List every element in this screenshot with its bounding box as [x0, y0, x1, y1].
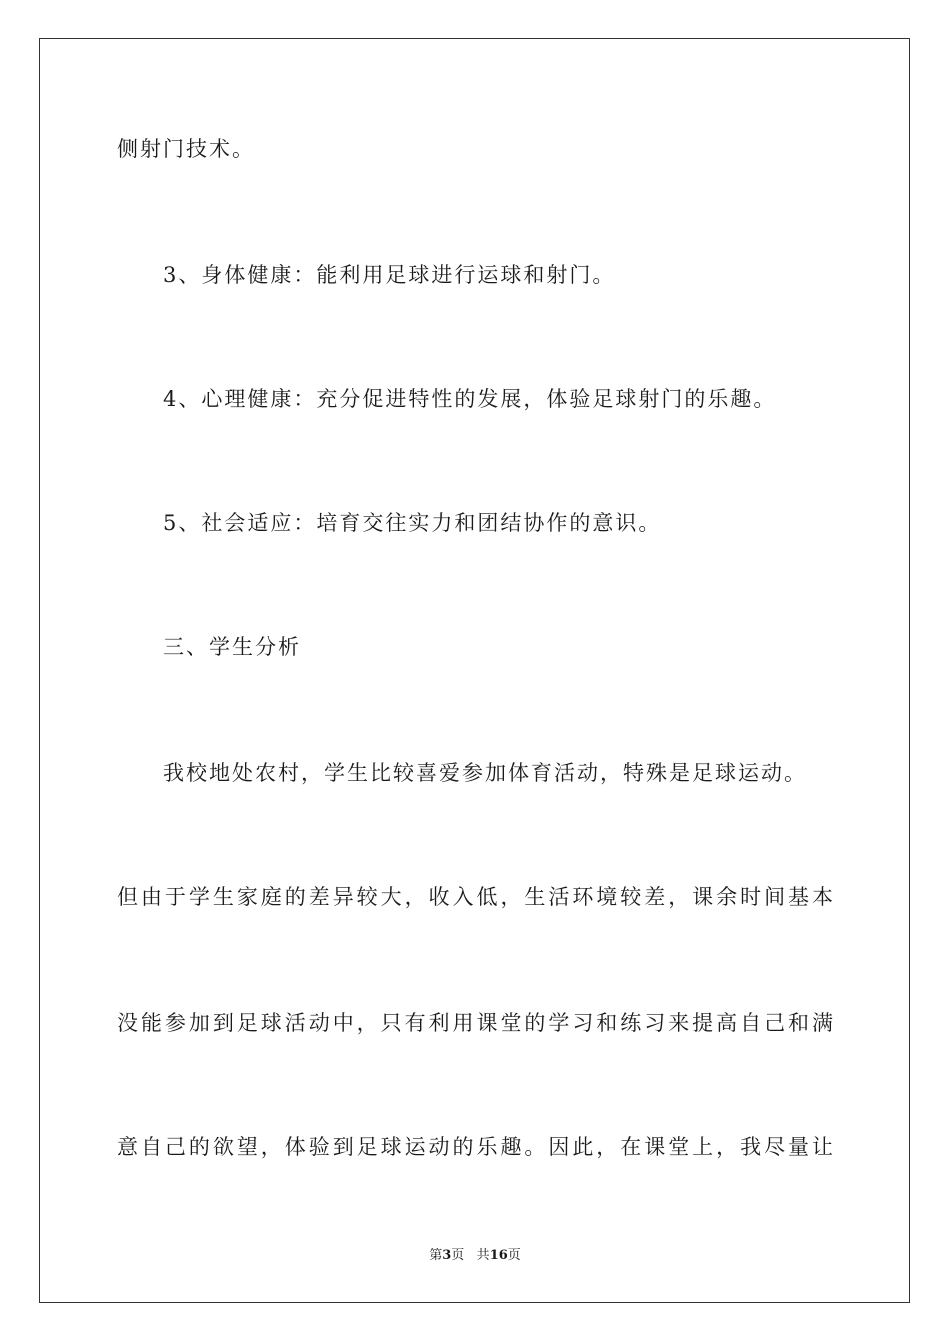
page-prefix: 第 [429, 1248, 443, 1263]
text-line-2: 3、身体健康：能利用足球进行运球和射门。 [163, 263, 616, 287]
total-pages: 16 [489, 1248, 508, 1263]
page-border [39, 38, 910, 1303]
text-line-8: 没能参加到足球活动中，只有利用课堂的学习和练习来提高自己和满 [117, 1011, 833, 1035]
page-suffix: 页 [451, 1248, 465, 1263]
section-heading: 三、学生分析 [163, 635, 301, 659]
page-footer [0, 1246, 950, 1266]
text-line-1: 侧射门技术。 [117, 137, 255, 161]
total-suffix: 页 [507, 1248, 521, 1263]
text-line-4: 5、社会适应：培育交往实力和团结协作的意识。 [163, 511, 662, 535]
text-line-9: 意自己的欲望，体验到足球运动的乐趣。因此，在课堂上，我尽量让 [117, 1135, 833, 1159]
text-line-6: 我校地处农村，学生比较喜爱参加体育活动，特殊是足球运动。 [163, 761, 807, 785]
page-number: 3 [442, 1248, 452, 1263]
text-line-3: 4、心理健康：充分促进特性的发展，体验足球射门的乐趣。 [163, 387, 777, 411]
text-line-7: 但由于学生家庭的差异较大，收入低，生活环境较差，课余时间基本 [117, 885, 833, 909]
total-prefix: 共 [476, 1248, 490, 1263]
